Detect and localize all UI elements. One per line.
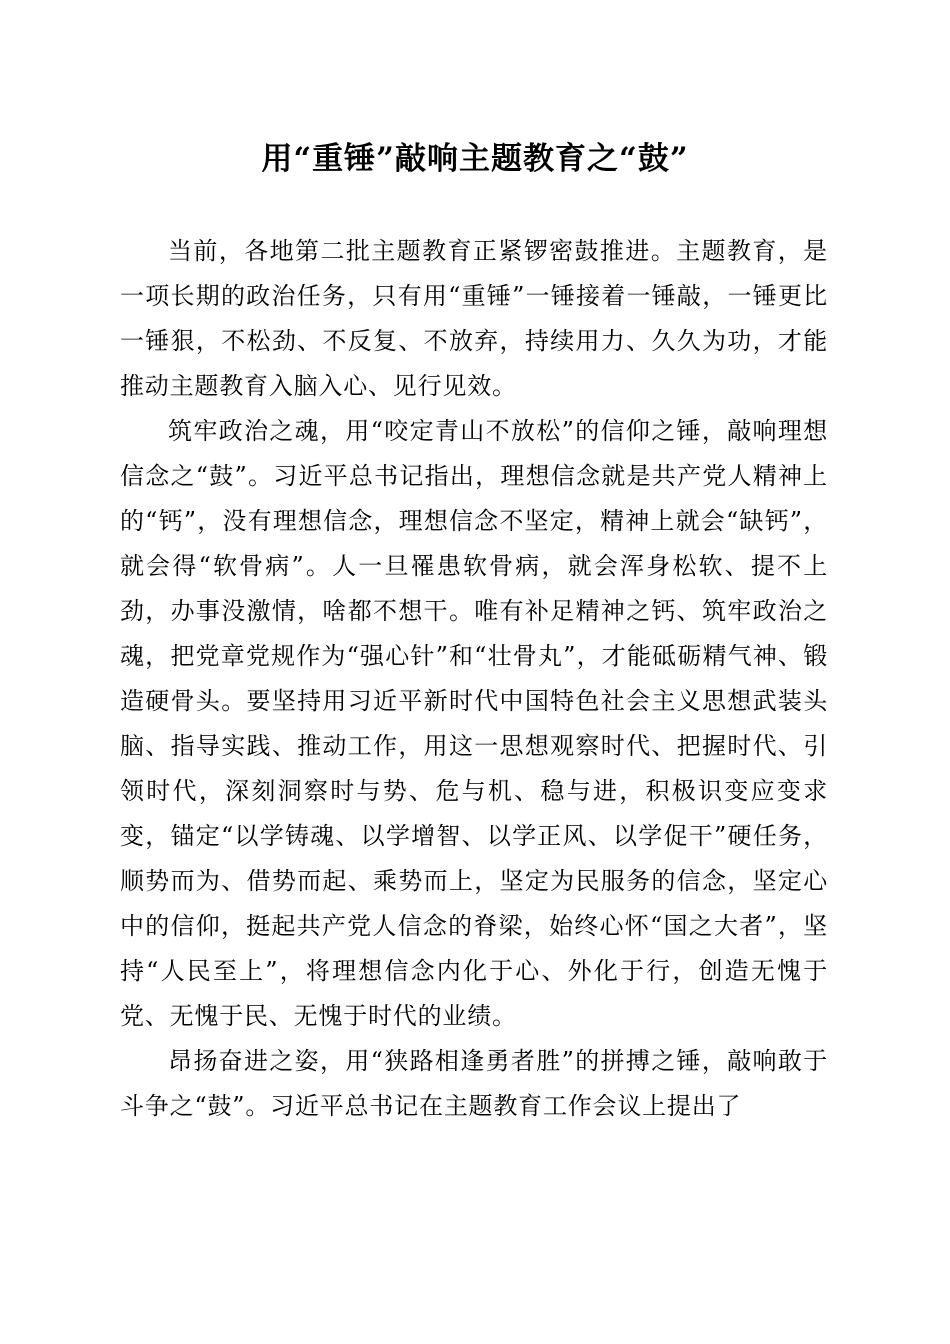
document-body — [120, 229, 828, 1129]
paragraph-intro: 当前，各地第二批主题教育正紧锣密鼓推进。主题教育，是一项长期的政治任务，只有用“重锤”一锤接着一锤敲，一锤更比一锤狠，不松劲、不反复、不放弃，持续用力、久久为功，才能推动主题教育入脑入心、见行见效。 — [120, 237, 828, 400]
document-title: 用“重锤”敲响主题教育之“鼓” — [261, 141, 689, 177]
paragraph-ideals: 筑牢政治之魂，用“咬定青山不放松”的信仰之锤，敲响理想信念之“鼓”。习近平总书记指出，理想信念就是共产党人精神上的“钙”，没有理想信念，理想信念不坚定，精神上就会“缺钙”，就会得“软骨病”。人一旦罹患软骨病，就会浑身松软、提不上劲，办事没激情，啥都不想干。唯有补足精神之钙、筑牢政治之魂，把党章党规作为“强心针”和“壮骨丸”，才能砥砺精气神、锻造硬骨头。要坚持用习近平新时代中国特色社会主义思想武装头脑、指导实践、推动工作，用这一思想观察时代、把握时代、引领时代，深刻洞察时与势、危与机、稳与进，积极识变应变求变，锚定“以学铸魂、以学增智、以学正风、以学促干”硬任务，顺势而为、借势而起、乘势而上，坚定为民服务的信念，坚定心中的信仰，挺起共产党人信念的脊梁，始终心怀“国之大者”，坚持“人民至上”，将理想信念内化于心、外化于行，创造无愧于党、无愧于民、无愧于时代的业绩。 — [120, 417, 828, 1030]
paragraph-struggle: 昂扬奋进之姿，用“狭路相逢勇者胜”的拼搏之锤，敲响敢于斗争之“鼓”。习近平总书记在主题教育工作会议上提出了 — [120, 1047, 828, 1120]
